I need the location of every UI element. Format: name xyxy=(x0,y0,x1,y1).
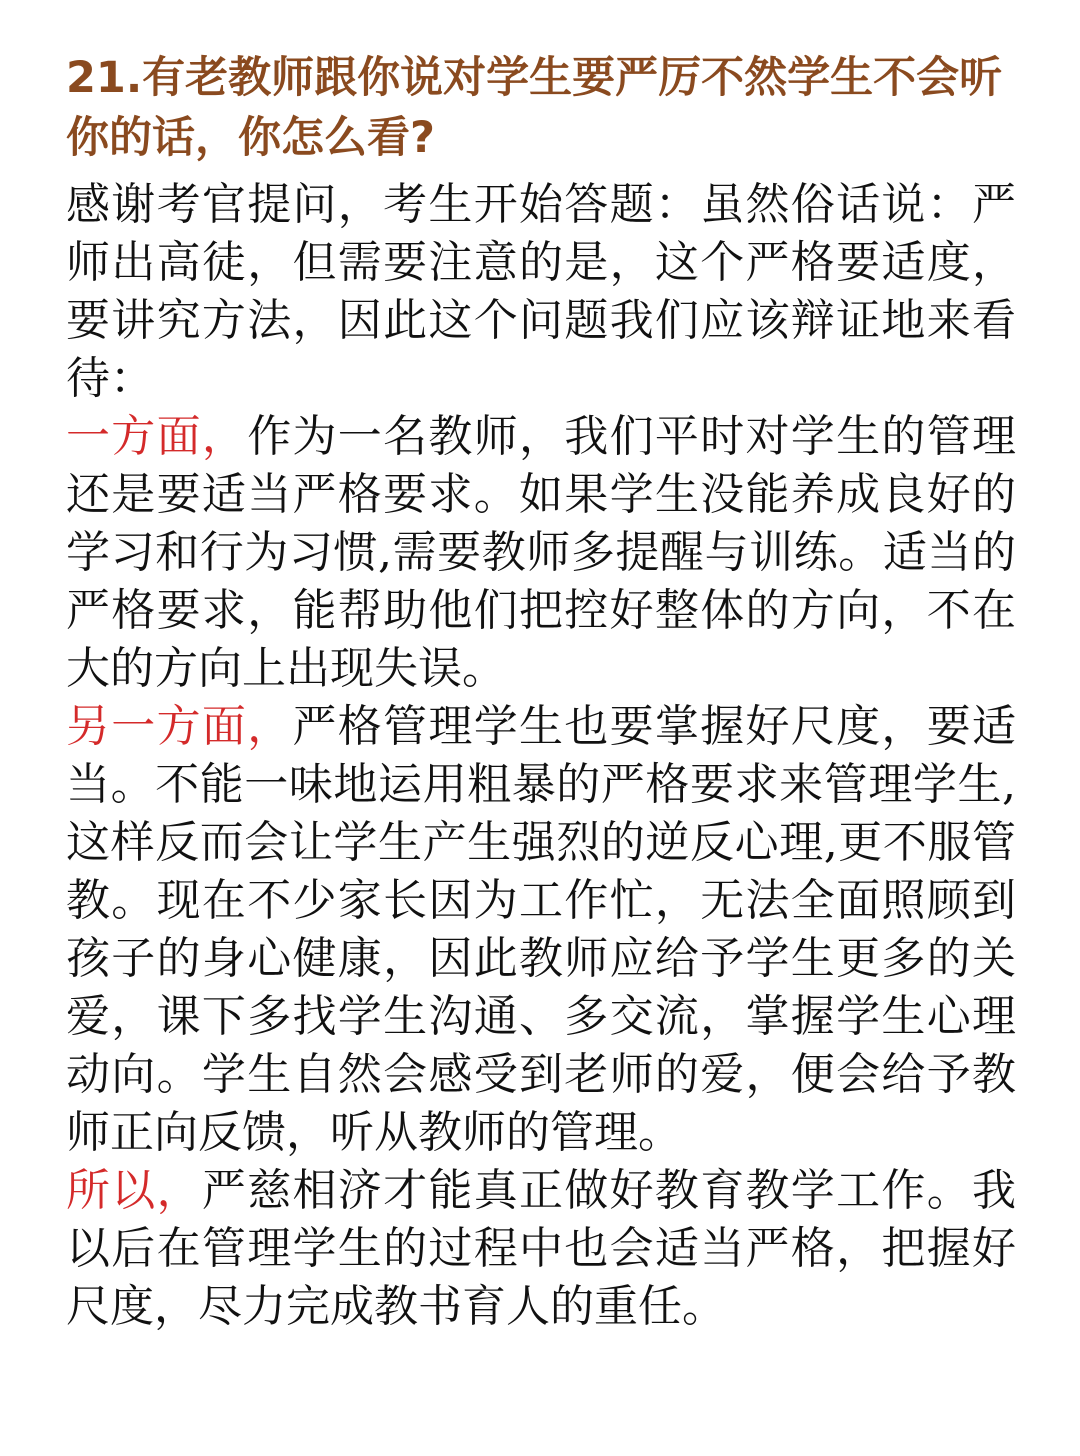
answer-body xyxy=(66,176,1016,1336)
point-2-lead: 另一方面， xyxy=(66,701,293,752)
answer-point-2 xyxy=(66,698,1016,1162)
answer-point-1 xyxy=(66,408,1016,698)
point-2-text: 严格管理学生也要掌握好尺度，要适当。不能一味地运用粗暴的严格要求来管理学生,这样反而会让学生产生强烈的逆反心理,更不服管教。现在不少家长因为工作忙，无法全面照顾到孩子的身心健康，因此教师应给予学生更多的关爱，课下多找学生沟通、多交流，掌握学生心理动向。学生自然会感受到老师的爱，便会给予教师正向反馈，听从教师的管理。 xyxy=(66,701,1017,1158)
conclusion-lead: 所以， xyxy=(66,1165,202,1216)
document-page xyxy=(66,48,1016,1336)
answer-intro: 感谢考官提问，考生开始答题：虽然俗话说：严师出高徒，但需要注意的是，这个严格要适度，要讲究方法，因此这个问题我们应该辩证地来看待： xyxy=(66,179,1016,404)
question-title: 21.有老教师跟你说对学生要严厉不然学生不会听你的话，你怎么看? xyxy=(66,53,1003,163)
conclusion-text: 严慈相济才能真正做好教育教学工作。我以后在管理学生的过程中也会适当严格，把握好尺度，尽力完成教书育人的重任。 xyxy=(66,1165,1017,1332)
answer-conclusion xyxy=(66,1162,1016,1336)
point-1-lead: 一方面， xyxy=(66,411,248,462)
point-1-text: 作为一名教师，我们平时对学生的管理还是要适当严格要求。如果学生没能养成良好的学习和行为习惯,需要教师多提醒与训练。适当的严格要求，能帮助他们把控好整体的方向，不在大的方向上出现失误。 xyxy=(66,411,1017,694)
